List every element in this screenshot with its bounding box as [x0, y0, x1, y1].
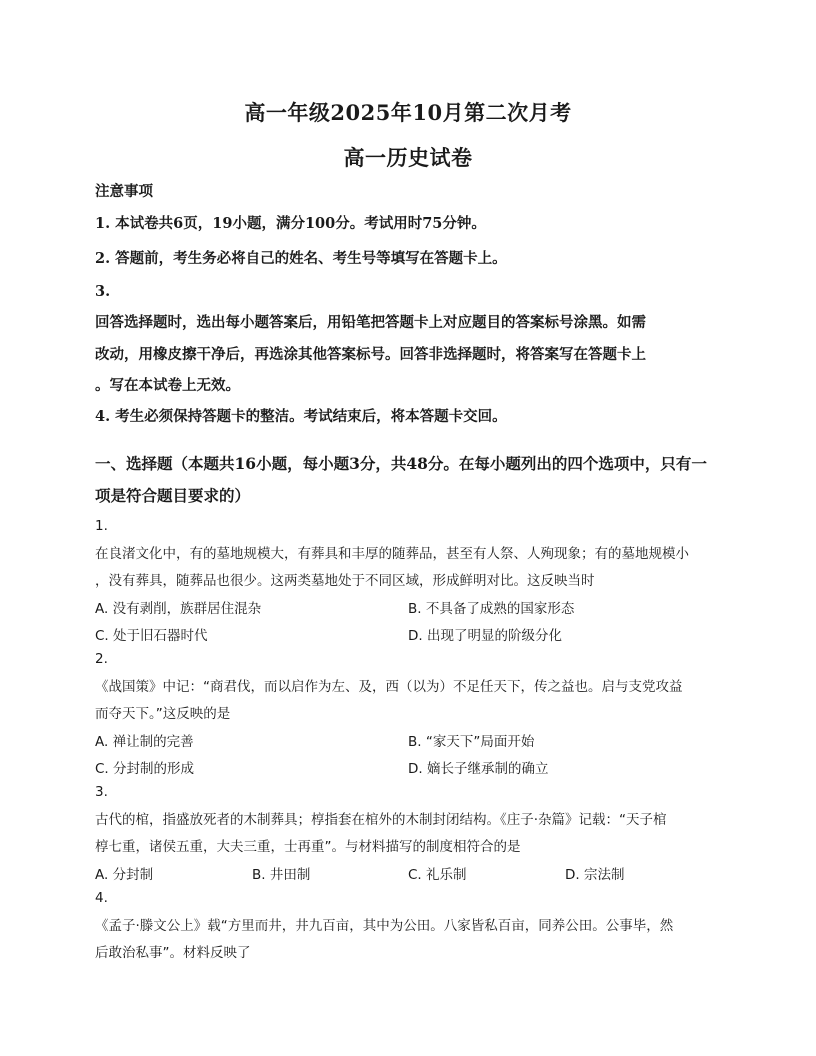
notice-item-1: 1. 本试卷共6页，19小题，满分100分。考试用时75分钟。	[95, 215, 486, 232]
question-2-stem-line-2: 而夺天下。”这反映的是	[95, 706, 231, 722]
question-1-number: 1.	[95, 518, 108, 534]
exam-subtitle: 高一历史试卷	[343, 145, 473, 170]
notice-item-3-number: 3.	[95, 283, 111, 300]
notice-item-3-line-3: 。写在本试卷上无效。	[95, 377, 240, 394]
exam-title: 高一年级2025年10月第二次月考	[244, 100, 572, 125]
question-3-option-c: C. 礼乐制	[408, 867, 467, 883]
question-2-stem-line-1: 《战国策》中记：“商君伐，而以启作为左、及，西（以为）不足任天下，传之益也。启与支党攻益	[95, 679, 683, 695]
question-2-option-b: B. “家天下”局面开始	[408, 734, 535, 750]
question-4-stem-line-1: 《孟子·滕文公上》载“方里而井，井九百亩，其中为公田。八家皆私百亩，同养公田。公事毕，然	[95, 918, 674, 934]
question-4-stem-line-2: 后敢治私事”。材料反映了	[95, 945, 251, 961]
notice-item-2: 2. 答题前，考生务必将自己的姓名、考生号等填写在答题卡上。	[95, 250, 507, 267]
question-1-stem-line-1: 在良渚文化中，有的墓地规模大，有葬具和丰厚的随葬品，甚至有人祭、人殉现象；有的墓地规模小	[95, 546, 689, 562]
question-2-number: 2.	[95, 651, 108, 667]
question-1-option-b: B. 不具备了成熟的国家形态	[408, 601, 575, 617]
notice-item-4: 4. 考生必须保持答题卡的整洁。考试结束后，将本答题卡交回。	[95, 408, 507, 425]
question-3-option-b: B. 井田制	[252, 867, 311, 883]
notice-heading: 注意事项	[95, 183, 153, 200]
question-3-option-a: A. 分封制	[95, 867, 154, 883]
question-3-option-d: D. 宗法制	[565, 867, 625, 883]
notice-item-3-line-1: 回答选择题时，选出每小题答案后，用铅笔把答题卡上对应题目的答案标号涂黑。如需	[95, 314, 646, 331]
question-2-option-a: A. 禅让制的完善	[95, 734, 194, 750]
section-heading-line-2: 项是符合题目要求的）	[95, 486, 251, 505]
question-4-number: 4.	[95, 890, 108, 906]
question-1-option-d: D. 出现了明显的阶级分化	[408, 628, 562, 644]
question-1-stem-line-2: ，没有葬具，随葬品也很少。这两类墓地处于不同区域，形成鲜明对比。这反映当时	[95, 573, 595, 589]
question-3-stem-line-2: 椁七重，诸侯五重，大夫三重，士再重”。与材料描写的制度相符合的是	[95, 839, 521, 855]
question-3-number: 3.	[95, 784, 108, 800]
question-2-option-d: D. 嫡长子继承制的确立	[408, 761, 549, 777]
question-1-option-c: C. 处于旧石器时代	[95, 628, 208, 644]
notice-item-3-line-2: 改动，用橡皮擦干净后，再选涂其他答案标号。回答非选择题时，将答案写在答题卡上	[95, 346, 646, 363]
section-heading-line-1: 一、选择题（本题共16小题，每小题3分，共48分。在每小题列出的四个选项中，只有一	[95, 454, 707, 473]
question-2-option-c: C. 分封制的形成	[95, 761, 195, 777]
question-1-option-a: A. 没有剥削，族群居住混杂	[95, 601, 262, 617]
question-3-stem-line-1: 古代的棺，指盛放死者的木制葬具；椁指套在棺外的木制封闭结构。《庄子·杂篇》记载：“天子棺	[95, 812, 667, 828]
